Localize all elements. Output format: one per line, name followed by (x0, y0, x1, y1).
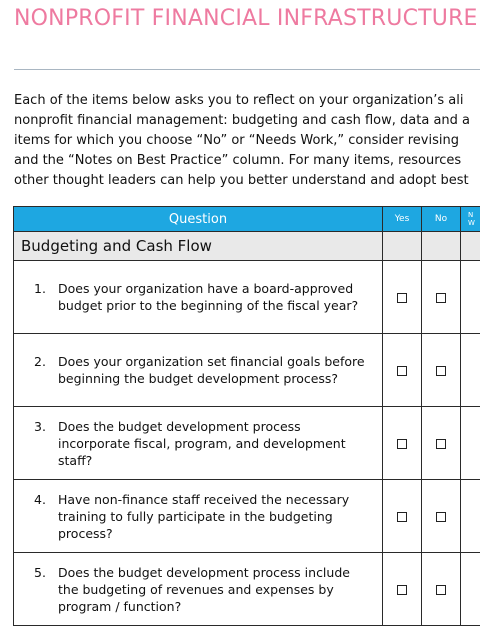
yes-checkbox[interactable] (397, 439, 407, 449)
no-cell (422, 334, 461, 407)
no-checkbox[interactable] (436, 512, 446, 522)
needs-work-cell (461, 553, 480, 626)
question-number: 1. (34, 280, 58, 314)
header-needs-work-label: N W (468, 211, 475, 227)
needs-work-cell (461, 261, 480, 334)
table-row (14, 480, 480, 553)
question-text: Does your organization have a board-approved budget prior to the beginning of the fiscal year? (58, 280, 372, 314)
question-text: Have non-finance staff received the necessary training to fully participate in the budgeting process? (58, 491, 372, 542)
intro-line: and the “Notes on Best Practice” column. For many items, resources (14, 151, 480, 171)
question-content (14, 491, 382, 542)
title-divider (14, 69, 480, 70)
question-content (14, 564, 382, 615)
no-cell (422, 480, 461, 553)
yes-checkbox[interactable] (397, 366, 407, 376)
question-cell (14, 261, 383, 334)
question-number: 3. (34, 418, 58, 469)
question-number: 2. (34, 353, 58, 387)
header-no: No (422, 207, 461, 232)
needs-work-cell (461, 480, 480, 553)
table-row (14, 334, 480, 407)
question-text: Does your organization set financial goals before beginning the budget development process? (58, 353, 372, 387)
intro-line: other thought leaders can help you better understand and adopt best (14, 171, 480, 191)
table-header-row (14, 207, 480, 232)
no-cell (422, 261, 461, 334)
question-cell (14, 480, 383, 553)
no-cell (422, 407, 461, 480)
section-cell (383, 232, 422, 261)
question-cell (14, 334, 383, 407)
no-checkbox[interactable] (436, 293, 446, 303)
needs-work-cell (461, 334, 480, 407)
intro-line: nonprofit financial management: budgeting and cash flow, data and a (14, 111, 480, 131)
no-checkbox[interactable] (436, 439, 446, 449)
table-row (14, 407, 480, 480)
question-text: Does the budget development process include the budgeting of revenues and expenses by program / function? (58, 564, 372, 615)
yes-cell (383, 480, 422, 553)
needs-work-cell (461, 407, 480, 480)
section-cell (461, 232, 480, 261)
section-title: Budgeting and Cash Flow (14, 232, 383, 261)
yes-cell (383, 407, 422, 480)
question-content (14, 353, 382, 387)
table-row (14, 261, 480, 334)
yes-cell (383, 334, 422, 407)
question-number: 4. (34, 491, 58, 542)
intro-line: Each of the items below asks you to reflect on your organization’s ali (14, 91, 480, 111)
no-cell (422, 553, 461, 626)
no-checkbox[interactable] (436, 585, 446, 595)
question-number: 5. (34, 564, 58, 615)
yes-checkbox[interactable] (397, 293, 407, 303)
question-text: Does the budget development process incorporate fiscal, program, and development staff? (58, 418, 372, 469)
table-row (14, 553, 480, 626)
checklist-table (13, 206, 480, 626)
yes-checkbox[interactable] (397, 585, 407, 595)
yes-cell (383, 553, 422, 626)
header-question: Question (14, 207, 383, 232)
page-title: NONPROFIT FINANCIAL INFRASTRUCTURE (14, 6, 478, 31)
question-cell (14, 553, 383, 626)
section-row (14, 232, 480, 261)
intro-line: items for which you choose “No” or “Needs Work,” consider revising (14, 131, 480, 151)
header-needs-work (461, 207, 480, 232)
yes-cell (383, 261, 422, 334)
question-cell (14, 407, 383, 480)
yes-checkbox[interactable] (397, 512, 407, 522)
question-content (14, 280, 382, 314)
intro-paragraph (14, 91, 480, 191)
question-content (14, 418, 382, 469)
section-cell (422, 232, 461, 261)
no-checkbox[interactable] (436, 366, 446, 376)
header-yes: Yes (383, 207, 422, 232)
